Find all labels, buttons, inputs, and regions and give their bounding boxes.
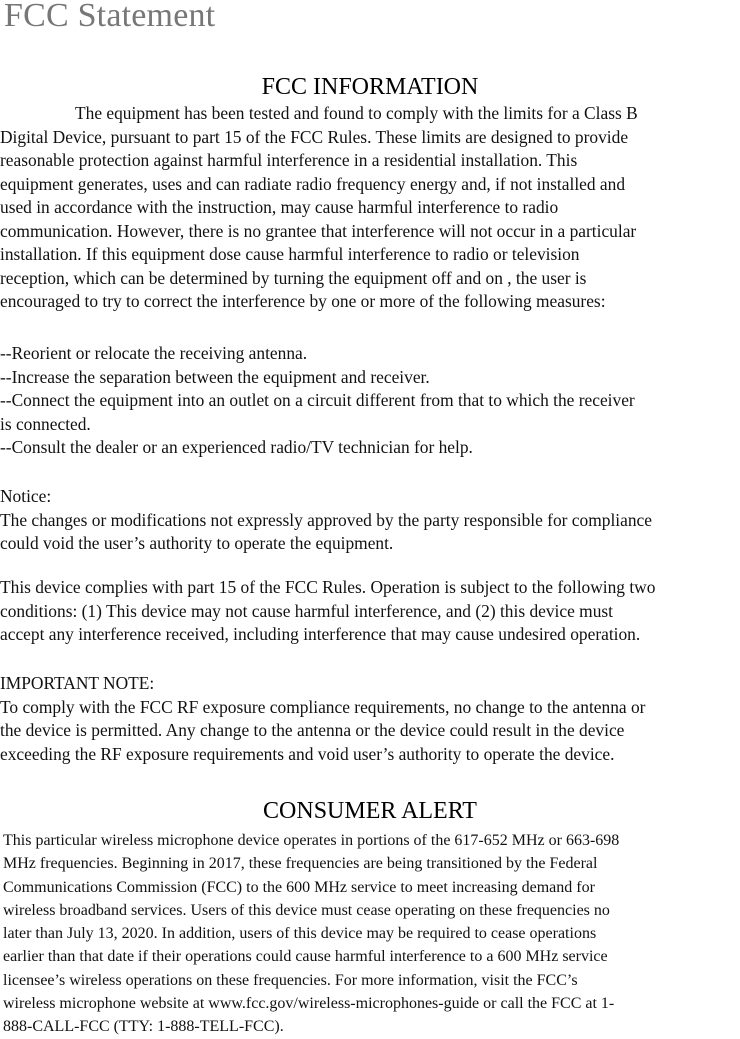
body-line: used in accordance with the instruction, may cause harmful interference to radio	[0, 197, 559, 217]
notice-line: The changes or modifications not expressly approved by the party responsible for compliance	[0, 509, 652, 530]
notice-section	[0, 485, 740, 556]
alert-line: wireless broadband services. Users of this device must cease operating on these frequencies no	[3, 901, 610, 919]
measure-item: --Consult the dealer or an experienced radio/TV technician for help.	[0, 437, 473, 457]
notice-line: could void the user’s authority to operate the equipment.	[0, 533, 394, 553]
important-note-label: IMPORTANT NOTE:	[0, 673, 155, 693]
part15-section	[0, 576, 740, 647]
part15-line: conditions: (1) This device may not cause harmful interference, and (2) this device must	[0, 600, 613, 621]
fcc-information-body	[0, 102, 740, 314]
body-line: communication. However, there is no grantee that interference will not occur in a particular	[0, 220, 637, 241]
page-title: FCC Statement	[4, 0, 216, 34]
notice-label: Notice:	[0, 486, 52, 506]
part15-line: This device complies with part 15 of the FCC Rules. Operation is subject to the following two	[0, 577, 656, 597]
alert-line: MHz frequencies. Beginning in 2017, these frequencies are being transitioned by the Federal	[3, 855, 598, 873]
important-note-section	[0, 672, 740, 766]
body-line: reasonable protection against harmful interference in a residential installation. This	[0, 150, 578, 170]
alert-line: This particular wireless microphone device operates in portions of the 617-652 MHz or 663-698	[3, 832, 620, 849]
alert-line: earlier than that date if their operations could cause harmful interference to a 600 MHz service	[3, 948, 608, 966]
alert-line: later than July 13, 2020. In addition, users of this device may be required to cease operations	[3, 925, 597, 943]
alert-line: 888-CALL-FCC (TTY: 1-888-TELL-FCC).	[3, 1018, 284, 1036]
important-note-line: exceeding the RF exposure requirements and void user’s authority to operate the device.	[0, 743, 615, 764]
part15-line: accept any interference received, including interference that may cause undesired operation.	[0, 624, 641, 644]
measure-item: --Increase the separation between the equipment and receiver.	[0, 366, 430, 387]
measure-item: --Reorient or relocate the receiving antenna.	[0, 343, 308, 363]
body-line: encouraged to try to correct the interference by one or more of the following measures:	[0, 291, 606, 311]
fcc-information-heading: FCC INFORMATION	[261, 74, 479, 100]
consumer-alert-body	[3, 829, 729, 1039]
alert-line: Communications Commission (FCC) to the 600 MHz service to meet increasing demand for	[3, 878, 595, 896]
measure-item: is connected.	[0, 413, 91, 434]
important-note-line: the device is permitted. Any change to the antenna or the device could result in the device	[0, 720, 625, 740]
measure-item: --Connect the equipment into an outlet on a circuit different from that to which the receiver	[0, 390, 635, 410]
alert-line: wireless microphone website at www.fcc.gov/wireless-microphones-guide or call the FCC at 1-	[3, 995, 615, 1013]
alert-line: licensee’s wireless operations on these frequencies. For more information, visit the FCC’s	[3, 971, 578, 989]
body-line: Digital Device, pursuant to part 15 of the FCC Rules. These limits are designed to provide	[0, 126, 629, 147]
consumer-alert-heading: CONSUMER ALERT	[263, 798, 477, 824]
body-line: The equipment has been tested and found to comply with the limits for a Class B	[75, 103, 638, 123]
body-line: installation. If this equipment dose cause harmful interference to radio or television	[0, 244, 580, 264]
body-line: equipment generates, uses and can radiate radio frequency energy and, if not installed and	[0, 173, 626, 194]
important-note-line: To comply with the FCC RF exposure compliance requirements, no change to the antenna or	[0, 696, 646, 717]
body-line: reception, which can be determined by turning the equipment off and on , the user is	[0, 267, 587, 288]
measures-list	[0, 342, 740, 460]
